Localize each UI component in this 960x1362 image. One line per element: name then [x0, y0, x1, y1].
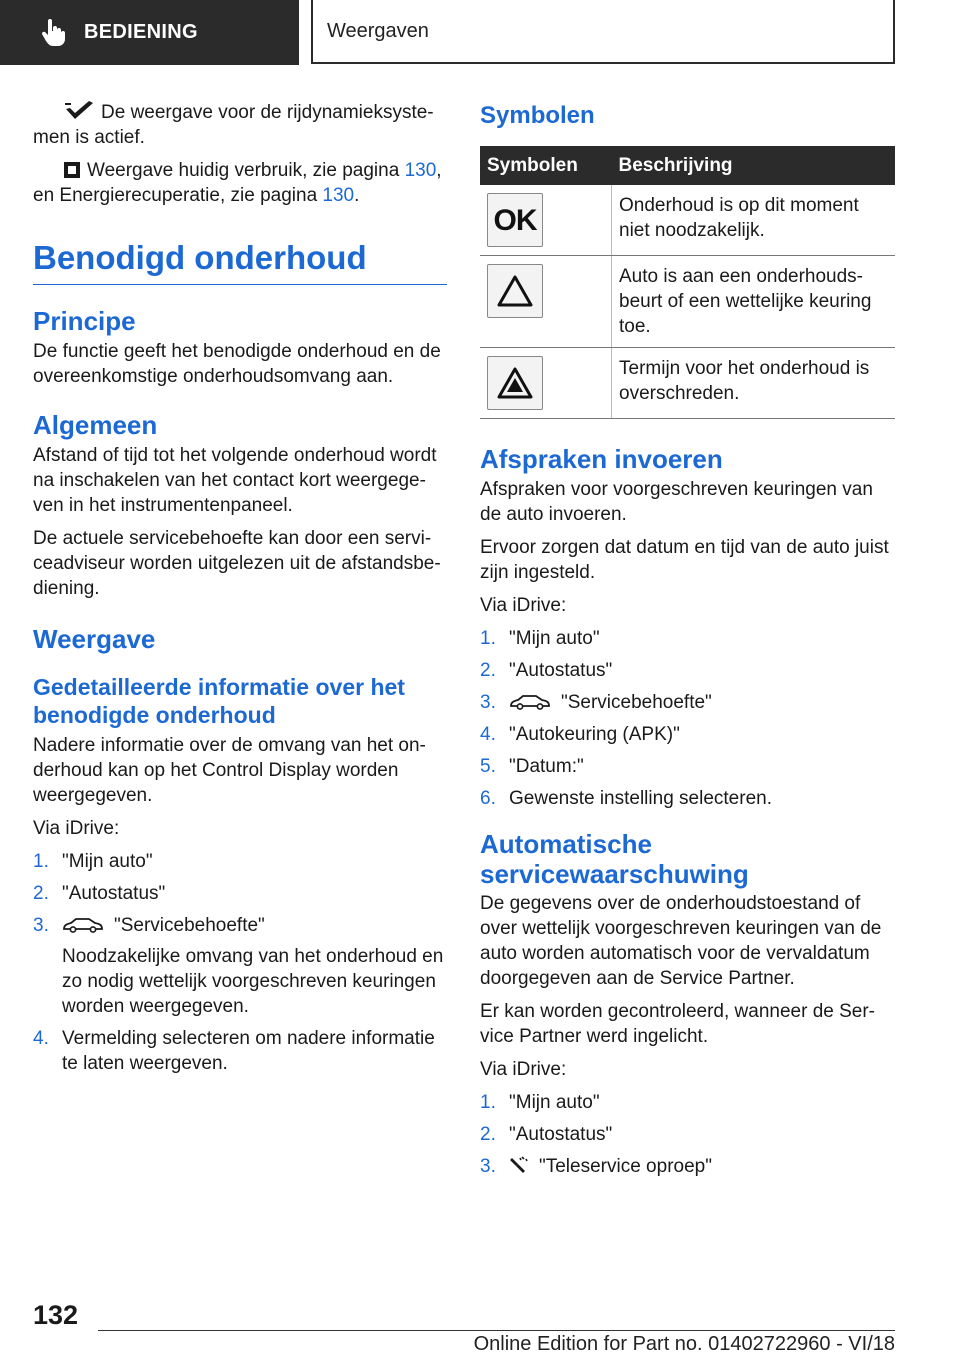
- list-item: 1. "Mijn auto": [480, 1092, 600, 1113]
- left-column: [33, 100, 447, 1083]
- column-header-symbolen: Symbolen: [480, 146, 612, 185]
- right-steps: [480, 626, 895, 811]
- list-item: 2. "Autostatus": [480, 660, 613, 681]
- weergave-heading: Weergave: [33, 624, 156, 654]
- algemeen-text-2: De actuele servicebehoefte kan door een servi- ceadviseur worden uitgelezen uit de afstandsbe- diening.: [33, 528, 441, 599]
- list-item: 2. "Autostatus": [480, 1124, 613, 1145]
- warning-triangle-icon: [487, 264, 543, 318]
- list-item: 3. "Servicebehoefte" Noodzakelijke omvang van het onderhoud en zo nodig wettelijk voorgeschreven keuringen worden weergegeven.: [33, 915, 444, 1017]
- symbols-table: [480, 146, 895, 419]
- auto-service-text-2: Er kan worden gecontroleerd, wanneer de Ser- vice Partner werd ingelicht.: [480, 1001, 876, 1047]
- auto-service-heading: Automatische servicewaarschuwing: [480, 829, 749, 889]
- algemeen-text-1: Afstand of tijd tot het volgende onderhoud wordt na inschakelen van het contact kort weergege- ven in het instrumentenpaneel.: [33, 445, 437, 516]
- square-icon: [63, 161, 81, 179]
- list-item: 3. "Servicebehoefte": [480, 692, 712, 713]
- chapter-title: BEDIENING: [84, 21, 198, 43]
- table-row: [480, 185, 895, 256]
- list-item: 3. "Teleservice oproep": [480, 1156, 712, 1177]
- check-arrow-icon: [63, 101, 95, 121]
- list-item: 6. Gewenste instelling selecteren.: [480, 788, 772, 809]
- ok-icon: OK: [487, 193, 543, 247]
- wrench-icon: [509, 1156, 529, 1174]
- page-link-130[interactable]: 130: [404, 160, 437, 181]
- page-number: 132: [33, 1300, 79, 1330]
- list-item: 4. Vermelding selecteren om nadere informatie te laten weergeven.: [33, 1028, 435, 1074]
- left-steps: [33, 849, 447, 1076]
- car-icon: [62, 917, 104, 933]
- via-idrive: Via iDrive:: [480, 595, 567, 616]
- afspraken-text-1: Afspraken voor voorgeschreven keuringen van de auto invoeren.: [480, 479, 873, 525]
- section-title: Weergaven: [311, 0, 895, 64]
- table-header-row: [480, 146, 895, 185]
- page-title: Benodigd onderhoud: [33, 238, 447, 285]
- auto-service-text-1: De gegevens over de onderhoudstoestand of over wettelijk voorgeschreven keuringen van de auto worden automatisch voor de vervaldatum doorgegeven aan de Service Partner.: [480, 893, 882, 989]
- table-row: [480, 256, 895, 348]
- list-item: 5. "Datum:": [480, 756, 584, 777]
- detail-heading: Gedetailleerde informatie over het benodigde onderhoud: [33, 674, 405, 728]
- right-steps-2: [480, 1090, 895, 1179]
- principe-text: De functie geeft het benodigde onderhoud en de overeenkomstige onderhoudsomvang aan.: [33, 341, 441, 387]
- chapter-tab: [0, 0, 299, 65]
- algemeen-heading: Algemeen: [33, 410, 158, 440]
- table-cell-description: Auto is aan een onderhouds- beurt of een wettelijke keuring toe.: [612, 256, 896, 348]
- list-item: 1. "Mijn auto": [33, 851, 153, 872]
- principe-heading: Principe: [33, 306, 136, 336]
- column-header-beschrijving: Beschrijving: [612, 146, 896, 185]
- intro-consumption: Weergave huidig verbruik, zie pagina 130, en Energierecuperatie, zie pagina 130.: [33, 160, 442, 206]
- hand-pointer-icon: [40, 19, 66, 47]
- table-cell-description: Termijn voor het onderhoud is overschreden.: [612, 348, 896, 419]
- page-link-130-b[interactable]: 130: [322, 185, 355, 206]
- table-row: [480, 348, 895, 419]
- warning-triangle-filled-icon: [487, 356, 543, 410]
- table-cell-description: Onderhoud is op dit moment niet noodzakelijk.: [612, 185, 896, 256]
- footer-divider: [98, 1330, 895, 1331]
- list-item: 2. "Autostatus": [33, 883, 166, 904]
- detail-text: Nadere informatie over de omvang van het on- derhoud kan op het Control Display worden weergegeven.: [33, 735, 426, 806]
- afspraken-heading: Afspraken invoeren: [480, 444, 723, 474]
- list-item: 4. "Autokeuring (APK)": [480, 724, 680, 745]
- list-item: 1. "Mijn auto": [480, 628, 600, 649]
- right-column: [480, 100, 895, 1186]
- car-icon: [509, 694, 551, 710]
- afspraken-text-2: Ervoor zorgen dat datum en tijd van de auto juist zijn ingesteld.: [480, 537, 889, 583]
- via-idrive: Via iDrive:: [33, 818, 120, 839]
- intro-dynamics: De weergave voor de rijdynamieksyste- men is actief.: [33, 102, 434, 148]
- edition-text: Online Edition for Part no. 01402722960 - VI/18: [473, 1333, 895, 1355]
- symbolen-heading: Symbolen: [480, 102, 595, 129]
- via-idrive: Via iDrive:: [480, 1059, 567, 1080]
